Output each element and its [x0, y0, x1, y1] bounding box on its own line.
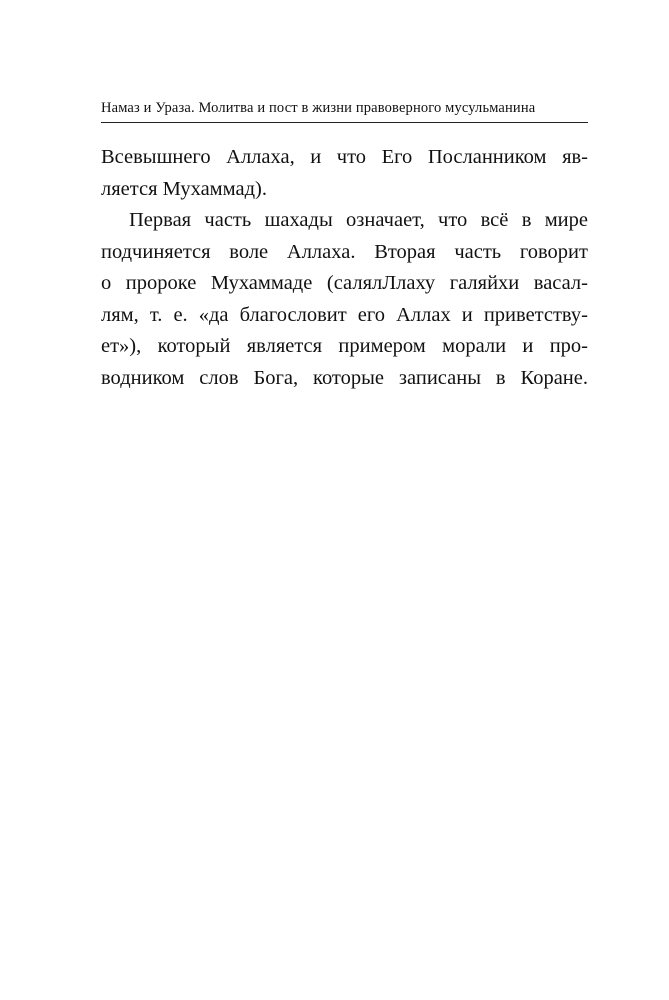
header-rule — [101, 122, 588, 123]
text-line: о пророке Мухаммаде (салялЛлаху галяйхи васал- — [101, 272, 588, 294]
running-header: Намаз и Ураза. Молитва и пост в жизни правоверного мусульманина — [101, 100, 536, 116]
text-line: ляется Мухаммад). — [101, 177, 267, 200]
body-text — [101, 142, 588, 394]
paragraph-first-line: Первая часть шахады означает, что всё в мире — [129, 209, 588, 231]
text-line: Всевышнего Аллаха, и что Его Посланником яв- — [101, 146, 588, 168]
text-line: лям, т. е. «да благословит его Аллах и приветству- — [101, 303, 588, 326]
text-line: ет»), который является примером морали и про- — [101, 335, 588, 357]
text-line: водником слов Бога, которые записаны в Коране. — [101, 366, 588, 389]
text-line: подчиняется воле Аллаха. Вторая часть говорит — [101, 240, 588, 263]
